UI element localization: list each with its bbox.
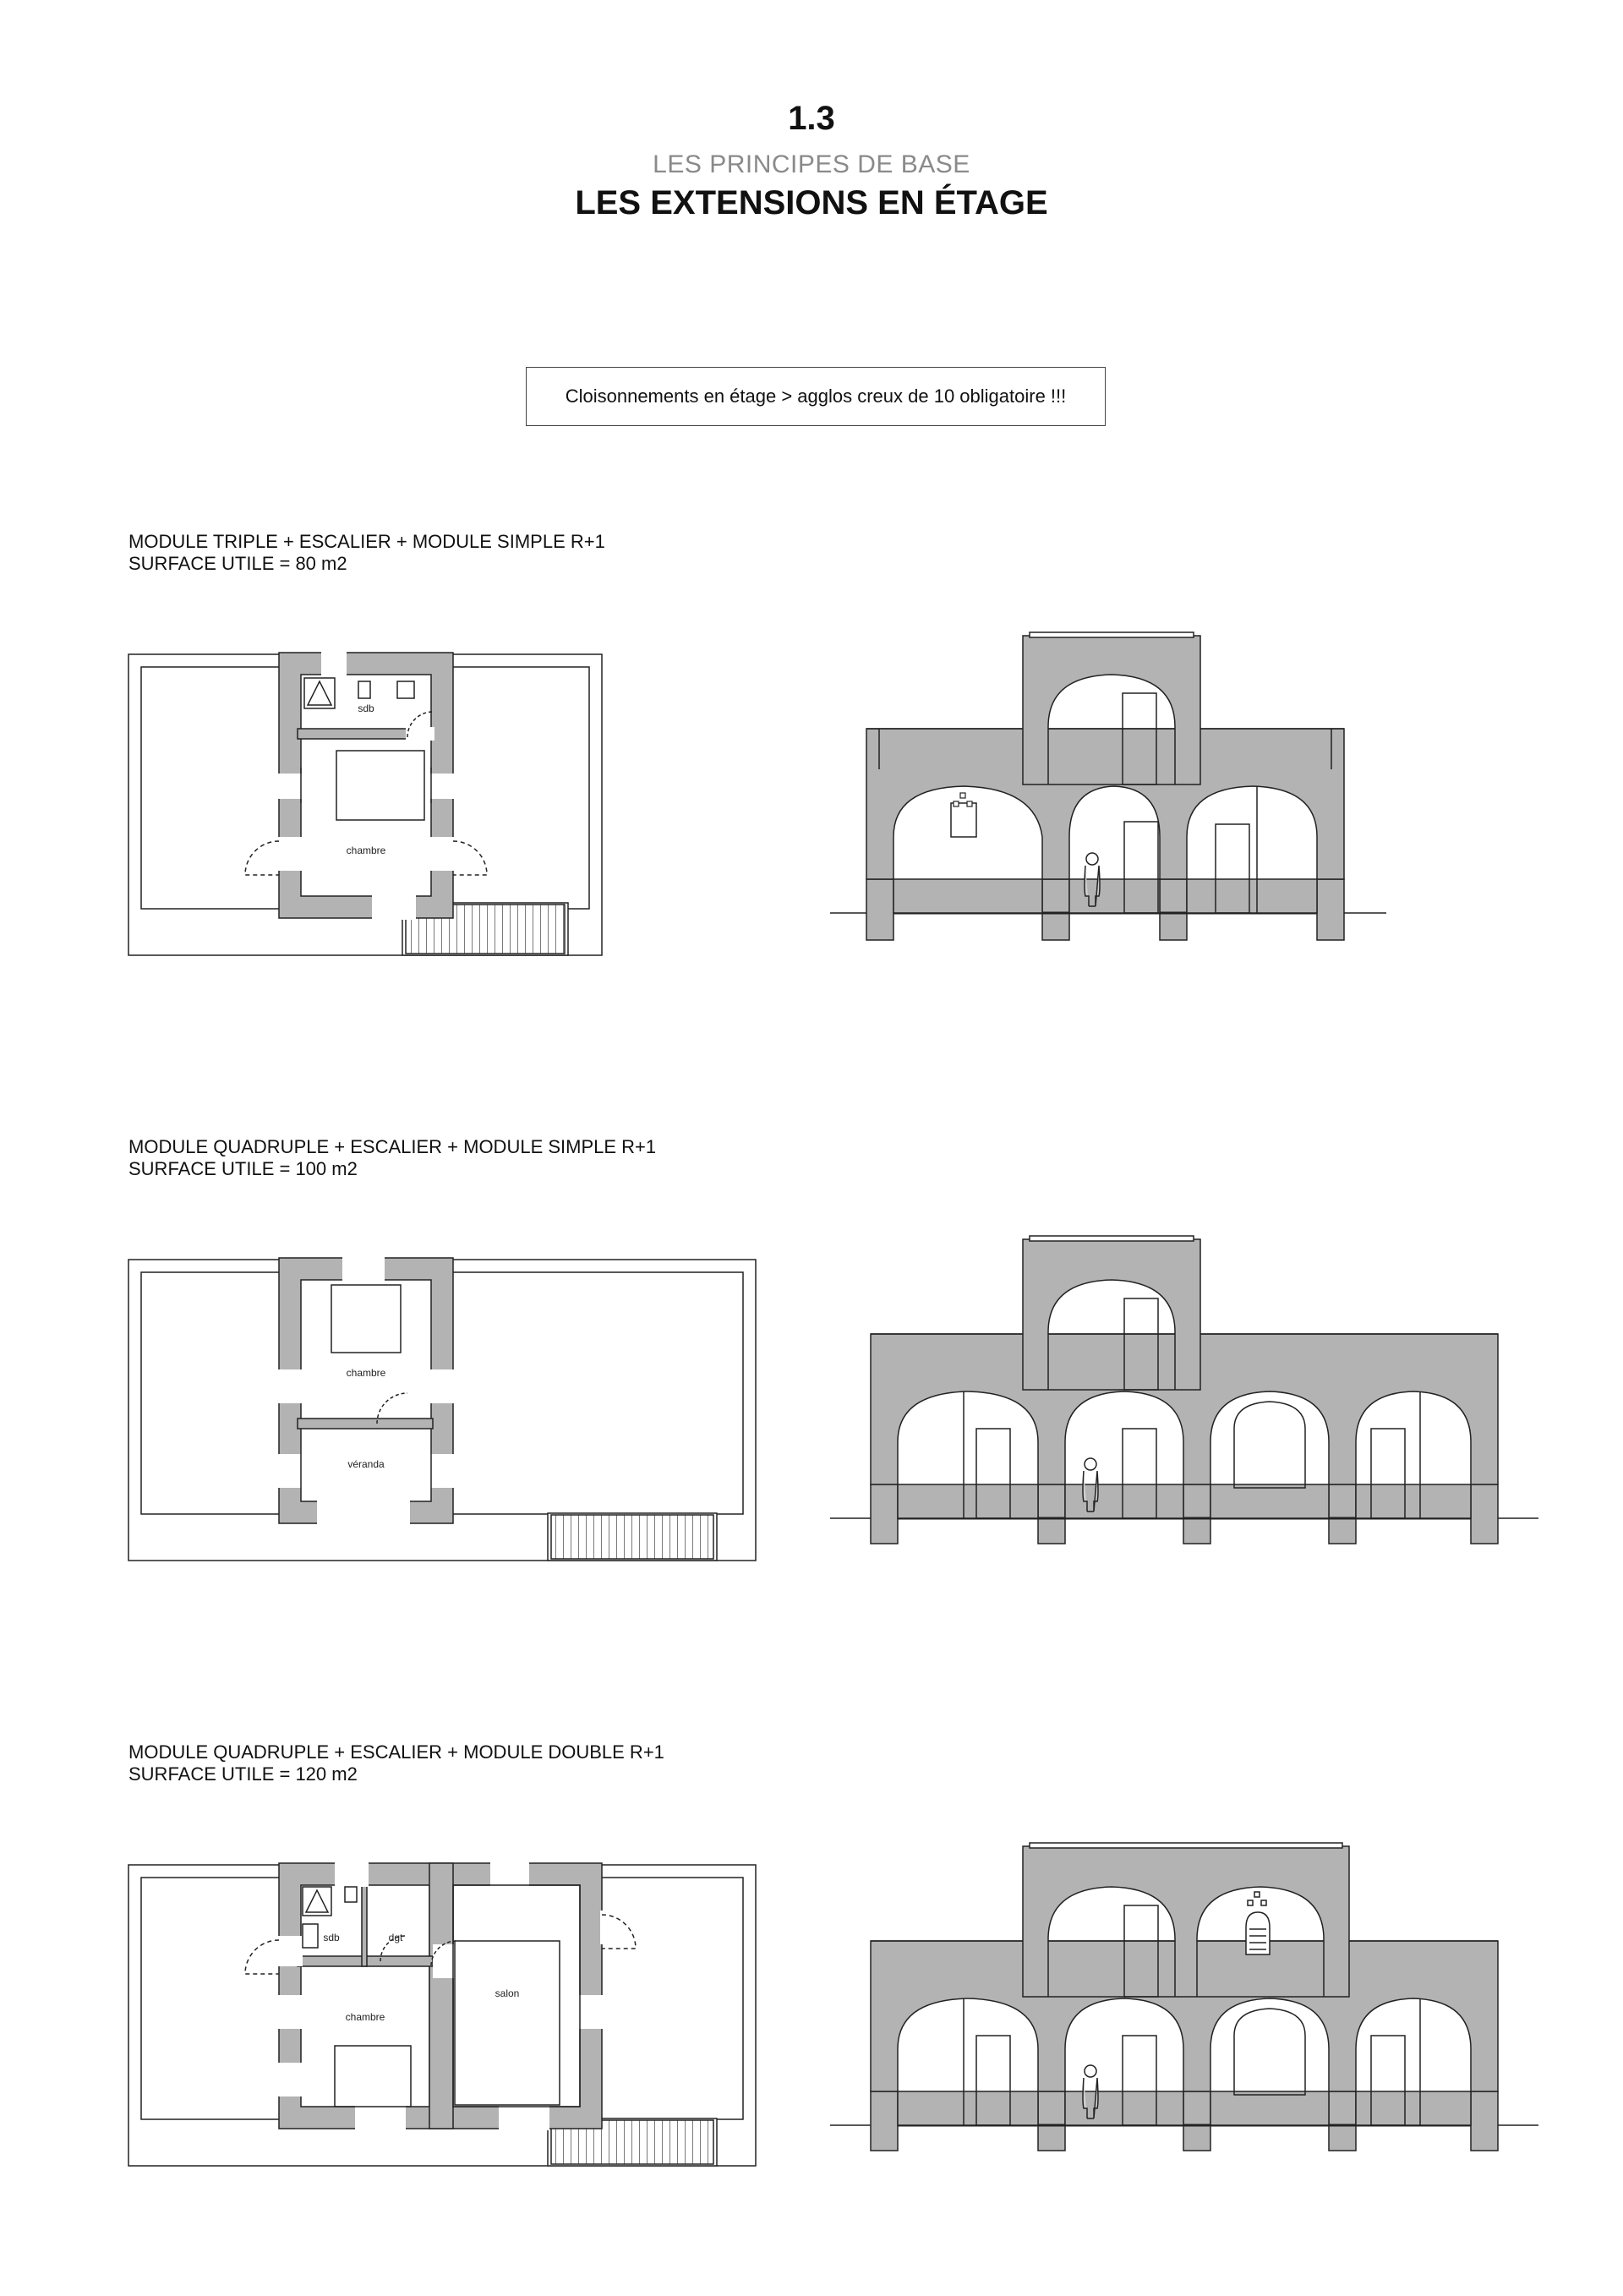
plan-1-room-sdb: sdb bbox=[358, 702, 374, 714]
plan-3-room-chambre: chambre bbox=[345, 2011, 385, 2023]
warning-note-text: Cloisonnements en étage > agglos creux de 10 obligatoire !!! bbox=[565, 385, 1067, 407]
section-1-name: MODULE TRIPLE + ESCALIER + MODULE SIMPLE R+1 bbox=[128, 531, 605, 552]
floor-plan-3 bbox=[128, 1861, 756, 2166]
plan-3-room-sdb: sdb bbox=[323, 1932, 340, 1943]
section-2-surface: SURFACE UTILE = 100 m2 bbox=[128, 1158, 358, 1179]
floor-plan-2 bbox=[128, 1256, 756, 1561]
plan-3-room-salon: salon bbox=[495, 1987, 520, 1999]
section-1-surface: SURFACE UTILE = 80 m2 bbox=[128, 553, 347, 574]
plan-1-room-chambre: chambre bbox=[346, 845, 386, 856]
section-3-surface: SURFACE UTILE = 120 m2 bbox=[128, 1763, 358, 1785]
floor-plan-1 bbox=[128, 651, 602, 955]
plan-2-room-veranda: véranda bbox=[347, 1458, 385, 1470]
section-elevation-1 bbox=[830, 632, 1386, 940]
section-2-name: MODULE QUADRUPLE + ESCALIER + MODULE SIMPLE R+1 bbox=[128, 1136, 657, 1157]
section-3-name: MODULE QUADRUPLE + ESCALIER + MODULE DOUBLE R+1 bbox=[128, 1741, 664, 1763]
plan-1-walls bbox=[279, 653, 453, 918]
section-elevation-2 bbox=[830, 1236, 1538, 1544]
plan-3-room-dgt: dgt bbox=[388, 1932, 403, 1943]
section-number: 1.3 bbox=[788, 100, 835, 137]
plan-2-room-chambre: chambre bbox=[346, 1367, 386, 1379]
section-elevation-3 bbox=[830, 1843, 1538, 2151]
page-title: LES EXTENSIONS EN ÉTAGE bbox=[575, 184, 1048, 221]
page-subtitle: LES PRINCIPES DE BASE bbox=[653, 150, 970, 178]
plan-2-walls bbox=[279, 1258, 453, 1523]
